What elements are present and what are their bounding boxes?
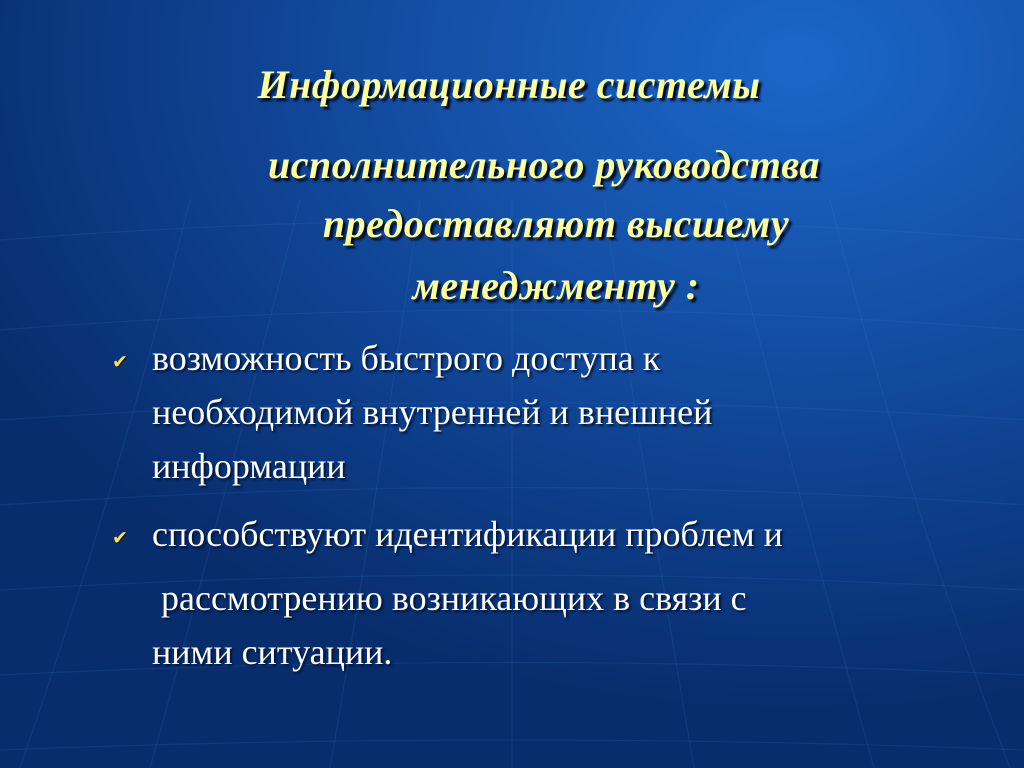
bullet-1-line-1: возможность быстрого доступа к — [152, 338, 661, 378]
title-line-3: предоставляют высшему — [322, 201, 790, 246]
title-line-1: Информационные системы — [257, 62, 761, 107]
bullet-2-line-3: ними ситуации. — [152, 632, 393, 672]
title-line-2: исполнительного руководства — [268, 142, 820, 187]
bullet-2-line-1: способствуют идентификации проблем и — [152, 514, 783, 554]
bullet-2-line-2: рассмотрению возникающих в связи с — [152, 578, 747, 618]
bullet-1-line-2: необходимой внутренней и внешней — [152, 392, 713, 432]
bullet-1-line-3: информации — [152, 446, 346, 486]
check-mark-icon: ✔ — [112, 351, 128, 373]
title-line-4: менеджменту : — [412, 263, 700, 308]
check-mark-icon: ✔ — [112, 527, 128, 549]
